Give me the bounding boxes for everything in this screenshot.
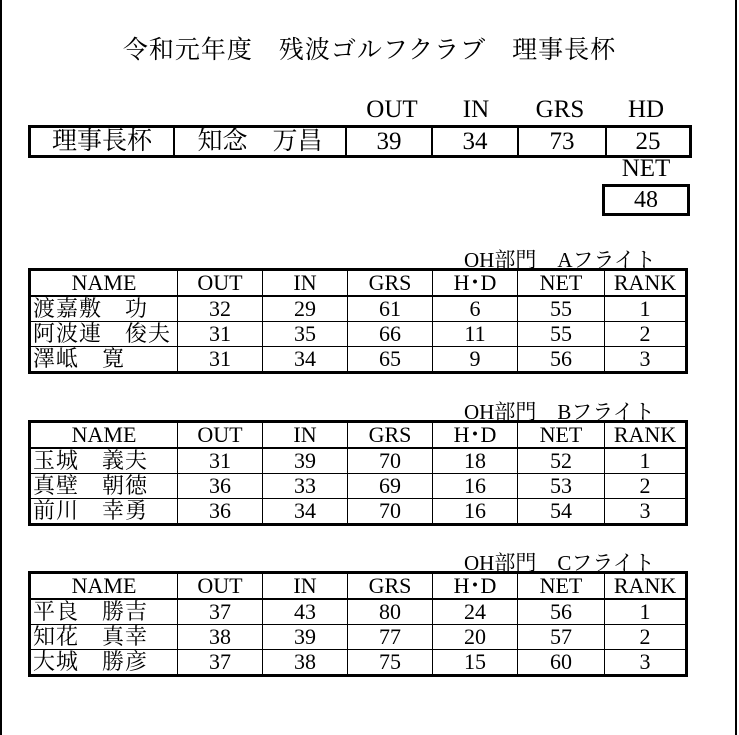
col-net: NET bbox=[518, 422, 605, 449]
cell-rank: 2 bbox=[605, 474, 687, 499]
cell-grs: 80 bbox=[348, 599, 433, 625]
cell-grs: 70 bbox=[348, 448, 433, 474]
winner-row bbox=[30, 127, 691, 157]
winner-out: 39 bbox=[346, 127, 432, 157]
col-out: OUT bbox=[178, 270, 263, 297]
cell-net: 53 bbox=[518, 474, 605, 499]
cell-net: 54 bbox=[518, 499, 605, 525]
table-row bbox=[30, 296, 687, 322]
col-hd: H･D bbox=[433, 422, 518, 449]
col-in: IN bbox=[263, 422, 348, 449]
header-hd: HD bbox=[627, 96, 665, 123]
cell-grs: 65 bbox=[348, 347, 433, 373]
cell-rank: 1 bbox=[605, 296, 687, 322]
col-net: NET bbox=[518, 573, 605, 600]
cell-in: 38 bbox=[263, 650, 348, 676]
cell-in: 43 bbox=[263, 599, 348, 625]
cell-grs: 66 bbox=[348, 322, 433, 347]
winner-in: 34 bbox=[432, 127, 518, 157]
cell-out: 37 bbox=[178, 650, 263, 676]
cell-hd: 11 bbox=[433, 322, 518, 347]
col-net: NET bbox=[518, 270, 605, 297]
col-grs: GRS bbox=[348, 422, 433, 449]
cell-net: 56 bbox=[518, 347, 605, 373]
cell-out: 31 bbox=[178, 322, 263, 347]
cell-net: 57 bbox=[518, 625, 605, 650]
col-name: NAME bbox=[30, 270, 178, 297]
table-row bbox=[30, 599, 687, 625]
cell-net: 52 bbox=[518, 448, 605, 474]
cell-out: 36 bbox=[178, 499, 263, 525]
player-name: 阿波連 俊夫 bbox=[30, 322, 178, 347]
winner-name: 知念 万昌 bbox=[174, 127, 346, 157]
header-out: OUT bbox=[366, 96, 418, 123]
cell-grs: 75 bbox=[348, 650, 433, 676]
cell-hd: 16 bbox=[433, 499, 518, 525]
cell-in: 34 bbox=[263, 499, 348, 525]
cell-in: 29 bbox=[263, 296, 348, 322]
cell-in: 39 bbox=[263, 448, 348, 474]
player-name: 澤岻 寛 bbox=[30, 347, 178, 373]
winner-hd: 25 bbox=[606, 127, 691, 157]
col-grs: GRS bbox=[348, 573, 433, 600]
cell-rank: 3 bbox=[605, 650, 687, 676]
cell-rank: 3 bbox=[605, 347, 687, 373]
page-title: 令和元年度 残波ゴルフクラブ 理事長杯 bbox=[122, 37, 617, 64]
col-name: NAME bbox=[30, 422, 178, 449]
col-rank: RANK bbox=[605, 573, 687, 600]
cell-in: 35 bbox=[263, 322, 348, 347]
col-out: OUT bbox=[178, 422, 263, 449]
cell-grs: 61 bbox=[348, 296, 433, 322]
winner-table bbox=[28, 125, 692, 158]
cell-out: 38 bbox=[178, 625, 263, 650]
table-row bbox=[30, 448, 687, 474]
cell-net: 60 bbox=[518, 650, 605, 676]
player-name: 平良 勝吉 bbox=[30, 599, 178, 625]
col-rank: RANK bbox=[605, 270, 687, 297]
flight-a-label: OH部門 Aフライト bbox=[464, 248, 656, 272]
cell-out: 36 bbox=[178, 474, 263, 499]
col-in: IN bbox=[263, 573, 348, 600]
cell-net: 55 bbox=[518, 322, 605, 347]
cell-out: 31 bbox=[178, 448, 263, 474]
winner-grs: 73 bbox=[518, 127, 606, 157]
cell-in: 34 bbox=[263, 347, 348, 373]
cell-hd: 6 bbox=[433, 296, 518, 322]
player-name: 知花 真幸 bbox=[30, 625, 178, 650]
cell-rank: 2 bbox=[605, 625, 687, 650]
cell-out: 37 bbox=[178, 599, 263, 625]
cell-hd: 18 bbox=[433, 448, 518, 474]
table-row bbox=[30, 650, 687, 676]
col-grs: GRS bbox=[348, 270, 433, 297]
cell-hd: 24 bbox=[433, 599, 518, 625]
flight-b-table bbox=[28, 420, 688, 526]
player-name: 渡嘉敷 功 bbox=[30, 296, 178, 322]
col-hd: H･D bbox=[433, 573, 518, 600]
cell-hd: 20 bbox=[433, 625, 518, 650]
header-in: IN bbox=[462, 96, 490, 123]
cell-rank: 2 bbox=[605, 322, 687, 347]
table-row bbox=[30, 625, 687, 650]
table-header-row bbox=[30, 422, 687, 449]
cell-grs: 69 bbox=[348, 474, 433, 499]
award-name: 理事長杯 bbox=[30, 127, 175, 157]
col-rank: RANK bbox=[605, 422, 687, 449]
flight-c-label: OH部門 Cフライト bbox=[464, 551, 655, 575]
cell-net: 55 bbox=[518, 296, 605, 322]
table-row bbox=[30, 499, 687, 525]
col-in: IN bbox=[263, 270, 348, 297]
cell-out: 32 bbox=[178, 296, 263, 322]
cell-in: 33 bbox=[263, 474, 348, 499]
cell-grs: 77 bbox=[348, 625, 433, 650]
flight-b-label: OH部門 Bフライト bbox=[464, 400, 655, 424]
col-out: OUT bbox=[178, 573, 263, 600]
header-grs: GRS bbox=[535, 96, 585, 123]
flight-c-table bbox=[28, 571, 688, 677]
player-name: 前川 幸勇 bbox=[30, 499, 178, 525]
player-name: 玉城 義夫 bbox=[30, 448, 178, 474]
table-row bbox=[30, 474, 687, 499]
flight-a-table bbox=[28, 268, 688, 374]
cell-hd: 15 bbox=[433, 650, 518, 676]
cell-in: 39 bbox=[263, 625, 348, 650]
player-name: 大城 勝彦 bbox=[30, 650, 178, 676]
player-name: 真壁 朝徳 bbox=[30, 474, 178, 499]
net-label: NET bbox=[621, 155, 671, 182]
cell-hd: 16 bbox=[433, 474, 518, 499]
cell-rank: 3 bbox=[605, 499, 687, 525]
cell-rank: 1 bbox=[605, 599, 687, 625]
col-name: NAME bbox=[30, 573, 178, 600]
net-value: 48 bbox=[602, 184, 690, 216]
cell-net: 56 bbox=[518, 599, 605, 625]
table-header-row bbox=[30, 573, 687, 600]
cell-out: 31 bbox=[178, 347, 263, 373]
cell-grs: 70 bbox=[348, 499, 433, 525]
cell-rank: 1 bbox=[605, 448, 687, 474]
table-header-row bbox=[30, 270, 687, 297]
table-row bbox=[30, 322, 687, 347]
col-hd: H･D bbox=[433, 270, 518, 297]
cell-hd: 9 bbox=[433, 347, 518, 373]
table-row bbox=[30, 347, 687, 373]
